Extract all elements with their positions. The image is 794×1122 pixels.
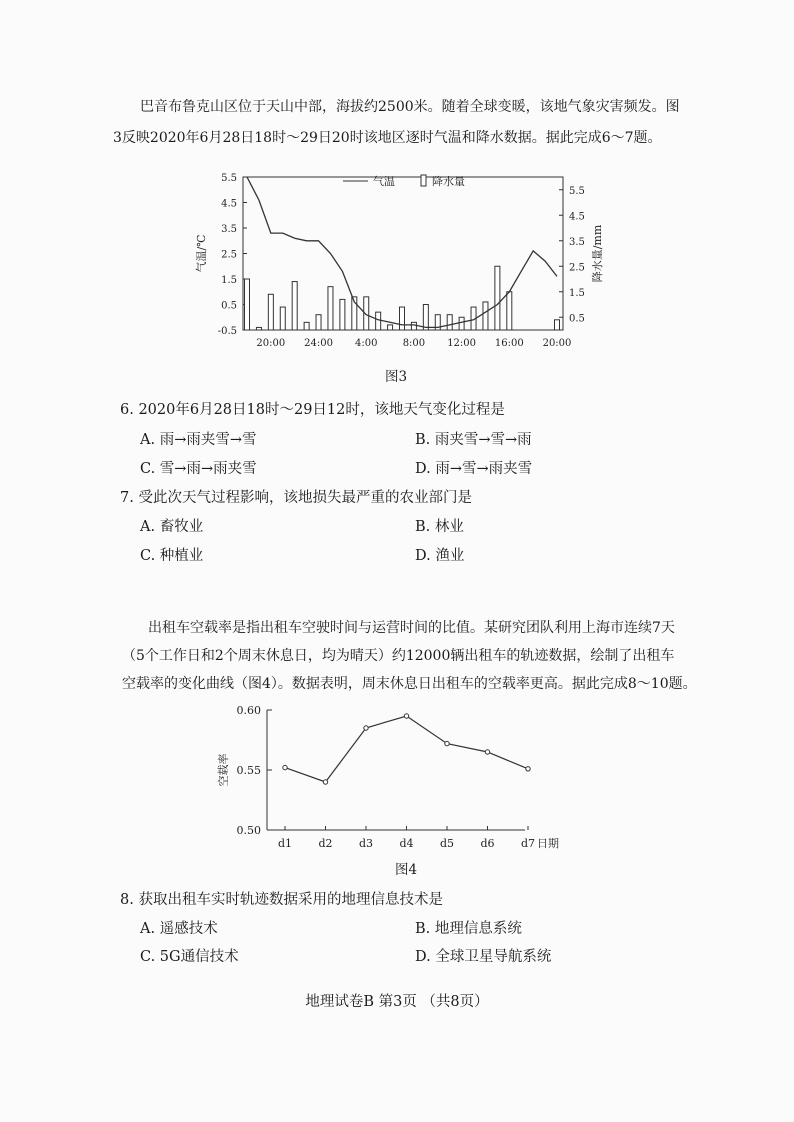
precipitation-bar [292,282,297,330]
option-letter: C. [140,548,156,564]
precipitation-bar [411,322,416,330]
option-letter: D. [415,548,431,564]
option-letter: D. [415,949,431,965]
precipitation-bar [388,325,393,330]
option-letter: B. [415,921,431,937]
option-text: 全球卫星导航系统 [435,949,552,965]
x-tick-label: d1 [277,837,293,850]
q7-option-b[interactable] [415,515,464,536]
question-6-stem: 6. 2020年6月28日18时～29日12时，该地天气变化过程是 [120,402,505,418]
q8-option-c[interactable] [140,945,239,966]
figure-4-chart [210,698,590,858]
figure-4-caption: 图4 [395,862,418,878]
x-tick-label: d4 [399,837,414,850]
x-tick-label: 4:00 [354,338,378,349]
y-right-tick-label: 0.5 [569,313,585,325]
x-tick-label: 20:00 [256,338,286,349]
option-text: 渔业 [435,548,465,564]
question-7-stem: 7. 受此次天气过程影响，该地损失最严重的农业部门是 [120,490,472,506]
x-tick-label: d3 [358,837,374,850]
precipitation-bar [256,327,261,330]
option-text: 种植业 [159,548,204,564]
q6-option-a[interactable] [140,428,257,449]
data-point [283,765,287,769]
option-text: 雪→雨→雨夹雪 [159,461,257,477]
option-letter: A. [140,519,156,535]
data-point [364,726,368,730]
data-point [526,767,530,771]
option-text: 雨夹雪→雪→雨 [434,432,532,448]
y-tick-label: 0.55 [236,764,261,777]
precipitation-bar [268,294,273,330]
precipitation-bar [447,315,452,330]
intro-line-1: 巴音布鲁克山区位于天山中部，海拔约2500米。随着全球变暖，该地气象灾害频发。图 [140,99,680,115]
y-axis-left-label: 气温/℃ [195,234,208,273]
x-tick-label: 8:00 [402,338,426,349]
y-left-tick-label: 0.5 [221,300,237,312]
x-tick-label: 20:00 [542,338,572,349]
intro-line-2: 3反映2020年6月28日18时～29日20时该地区逐时气温和降水数据。据此完成6～7题。 [113,130,662,146]
q7-option-c[interactable] [140,544,203,565]
option-letter: B. [415,519,431,535]
precipitation-bar [316,315,321,330]
data-point [485,750,489,754]
precipitation-bar [507,292,512,330]
precipitation-bar [328,287,333,330]
option-text: 地理信息系统 [434,921,522,937]
q7-option-d[interactable] [415,544,464,565]
page-footer: 地理试卷B 第3页 （共8页） [305,994,489,1010]
x-tick-label: d5 [439,837,455,850]
data-point [323,780,327,784]
x-tick-label: 12:00 [447,338,477,349]
vacancy-rate-line [285,716,528,782]
q6-option-d[interactable] [415,457,532,478]
precipitation-bar [423,305,428,331]
y-left-tick-label: 2.5 [221,249,237,261]
figure-3-chart [185,165,625,355]
option-letter: C. [140,949,156,965]
precipitation-bar [483,302,488,330]
option-text: 林业 [434,519,464,535]
precipitation-bar [340,299,345,330]
y-left-tick-label: -0.5 [217,326,237,337]
precipitation-bar [400,307,405,330]
y-left-tick-label: 1.5 [221,275,237,286]
x-tick-label: 16:00 [494,338,524,349]
y-tick-label: 0.50 [236,824,261,837]
q8-option-b[interactable] [415,917,522,938]
precipitation-bar [555,320,560,330]
legend-bar-swatch [421,175,426,186]
precipitation-bar [280,307,285,330]
intro2-line-1: 出租车空载率是指出租车空驶时间与运营时间的比值。某研究团队利用上海市连续7天 [148,620,675,636]
x-tick-label: 24:00 [304,338,333,349]
option-letter: A. [140,921,156,937]
option-text: 遥感技术 [159,921,218,937]
x-axis-label: 日期 [537,837,559,850]
q6-option-c[interactable] [140,457,257,478]
precipitation-bar [459,317,464,330]
option-letter: A. [140,432,156,448]
y-tick-label: 0.60 [236,704,261,717]
y-left-tick-label: 3.5 [221,224,237,235]
option-text: 雨→雪→雨夹雪 [435,461,533,477]
option-letter: D. [415,461,431,477]
option-text: 5G通信技术 [159,949,239,965]
y-axis-label: 空载率 [217,753,230,787]
x-tick-label: d6 [480,837,495,850]
q8-option-a[interactable] [140,917,218,938]
q8-option-d[interactable] [415,945,551,966]
data-point [404,714,408,718]
y-right-tick-label: 1.5 [569,287,585,299]
q6-option-b[interactable] [415,428,532,449]
figure-3-caption: 图3 [385,369,408,385]
y-right-tick-label: 3.5 [569,236,585,248]
precipitation-bar [495,266,500,330]
option-text: 雨→雨夹雪→雪 [159,432,257,448]
option-letter: B. [415,432,431,448]
legend-temperature-label: 气温 [373,175,395,188]
y-right-tick-label: 5.5 [569,185,585,197]
y-right-tick-label: 4.5 [569,211,585,223]
intro2-line-3: 空载率的变化曲线（图4）。数据表明，周末休息日出租车的空载率更高。据此完成8～10题。 [122,676,697,692]
legend-precipitation-label: 降水量 [432,175,465,188]
x-tick-label: d2 [318,837,333,850]
y-axis-right-label: 降水量/mm [591,224,604,283]
precipitation-bar [304,322,309,330]
y-left-tick-label: 4.5 [221,198,237,210]
precipitation-bar [376,312,381,330]
data-point [445,741,449,745]
y-right-tick-label: 2.5 [569,262,585,274]
option-text: 畜牧业 [159,519,204,535]
option-letter: C. [140,461,156,477]
y-left-tick-label: 5.5 [221,173,237,184]
intro2-line-2: （5个工作日和2个周末休息日，均为晴天）约12000辆出租车的轨迹数据，绘制了出租车 [122,648,675,664]
x-tick-label: d7 [520,837,536,850]
question-8-stem: 8. 获取出租车实时轨迹数据采用的地理信息技术是 [120,892,443,908]
q7-option-a[interactable] [140,515,203,536]
precipitation-bar [245,279,250,330]
